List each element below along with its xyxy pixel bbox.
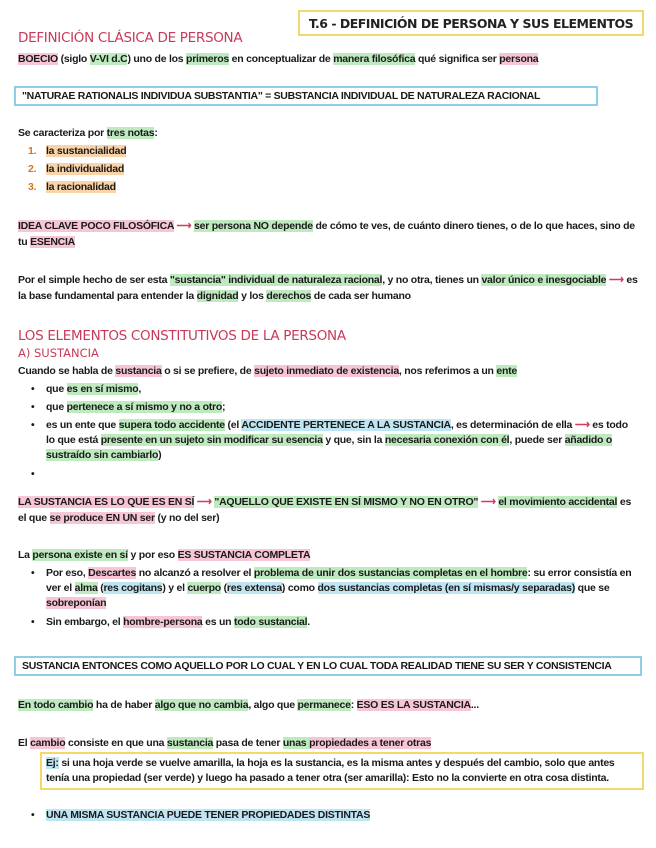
list-item: • que es en sí mismo, [18, 382, 638, 396]
persona-bullets [18, 566, 638, 630]
list-item: • es un ente que supera todo accidente (el ACCIDENTE PERTENECE A LA SUSTANCIA, es determinación de ella ⟶ es todo lo que está presente en un sujeto sin modificar su esencia y que, sin la necesaria conexión con él, puede ser añadido o sustraído sin cambiarlo) [18, 418, 638, 463]
page-title: T.6 - DEFINICIÓN DE PERSONA Y SUS ELEMENTOS [298, 10, 644, 36]
latin-definition-box: "NATURAE RATIONALIS INDIVIDUA SUBSTANTIA" = SUBSTANCIA INDIVIDUAL DE NATURALEZA RACIONAL [14, 86, 598, 106]
sustancia-intro: Cuando se habla de sustancia o si se prefiere, de sujeto inmediato de existencia, nos referimos a un ente [18, 365, 517, 377]
list-item: 3. la racionalidad [28, 181, 116, 193]
arrow-right-icon: ⟶ [574, 419, 590, 431]
example-box: Ej: si una hoja verde se vuelve amarilla, la hoja es la sustancia, es la misma antes y después del cambio, solo que antes tenía una propiedad (ser verde) y luego ha pasado a tener otra (ser amarilla): Esto no la convierte en otra cosa distinta. [40, 752, 644, 790]
list-item-empty [18, 467, 638, 481]
arrow-right-icon: ⟶ [196, 496, 212, 508]
cambio-line: En todo cambio ha de haber algo que no cambia, algo que permanece: ESO ES LA SUSTANCIA... [18, 699, 479, 711]
list-item: • Por eso, Descartes no alcanzó a resolver el problema de unir dos sustancias completas en el hombre: su error consistía en ver el alma (res cogitans) y el cuerpo (res extensa) como dos sustancias completas (en sí mismas/y separadas) que se sobreponían [18, 566, 638, 611]
list-item: • UNA MISMA SUSTANCIA PUEDE TENER PROPIEDADES DISTINTAS [18, 808, 638, 822]
list-item: • que pertenece a sí mismo y no a otro; [18, 400, 638, 414]
list-item: 1. la sustancialidad [28, 145, 127, 157]
sustancia-bullets [18, 382, 638, 481]
sustancia-definition-line: LA SUSTANCIA ES LO QUE ES EN SÍ ⟶ "AQUELLO QUE EXISTE EN SÍ MISMO Y NO EN OTRO" ⟶ el movimiento accidental es el que se produce EN UN ser (y no del ser) [18, 496, 632, 524]
boecio-line: BOECIO (siglo V-VI d.C) uno de los primeros en conceptualizar de manera filosófica qué significa ser persona [18, 53, 539, 65]
section-heading-elementos: LOS ELEMENTOS CONSTITUTIVOS DE LA PERSONA [18, 328, 346, 344]
arrow-right-icon: ⟶ [608, 274, 624, 286]
persona-line: La persona existe en sí y por eso ES SUSTANCIA COMPLETA [18, 549, 311, 561]
notes-intro: Se caracteriza por tres notas: [18, 127, 158, 139]
cambio-definition: El cambio consiste en que una sustancia pasa de tener unas propiedades a tener otras [18, 737, 432, 749]
notes-list [18, 144, 318, 194]
final-bullet [18, 808, 638, 822]
sustancia-definition-box: SUSTANCIA ENTONCES COMO AQUELLO POR LO CUAL Y EN LO CUAL TODA REALIDAD TIENE SU SER Y CONSISTENCIA [14, 656, 642, 676]
arrow-right-icon: ⟶ [176, 220, 192, 232]
list-item: 2. la individualidad [28, 163, 125, 175]
valor-paragraph: Por el simple hecho de ser esta "sustancia" individual de naturaleza racional, y no otra, tienes un valor único e inesgociable ⟶ es la base fundamental para entender la dignidad y los derechos de cada ser humano [18, 274, 638, 302]
idea-clave-paragraph: IDEA CLAVE POCO FILOSÓFICA ⟶ ser persona NO depende de cómo te ves, de cuánto dinero tienes, o de lo que haces, sino de tu ESENCIA [18, 220, 635, 248]
list-item: • Sin embargo, el hombre-persona es un todo sustancial. [18, 615, 638, 630]
boecio-name: BOECIO [18, 53, 58, 65]
arrow-right-icon: ⟶ [480, 496, 496, 508]
section-heading-definicion: DEFINICIÓN CLÁSICA DE PERSONA [18, 30, 243, 46]
subheading-sustancia: A) SUSTANCIA [18, 346, 99, 360]
